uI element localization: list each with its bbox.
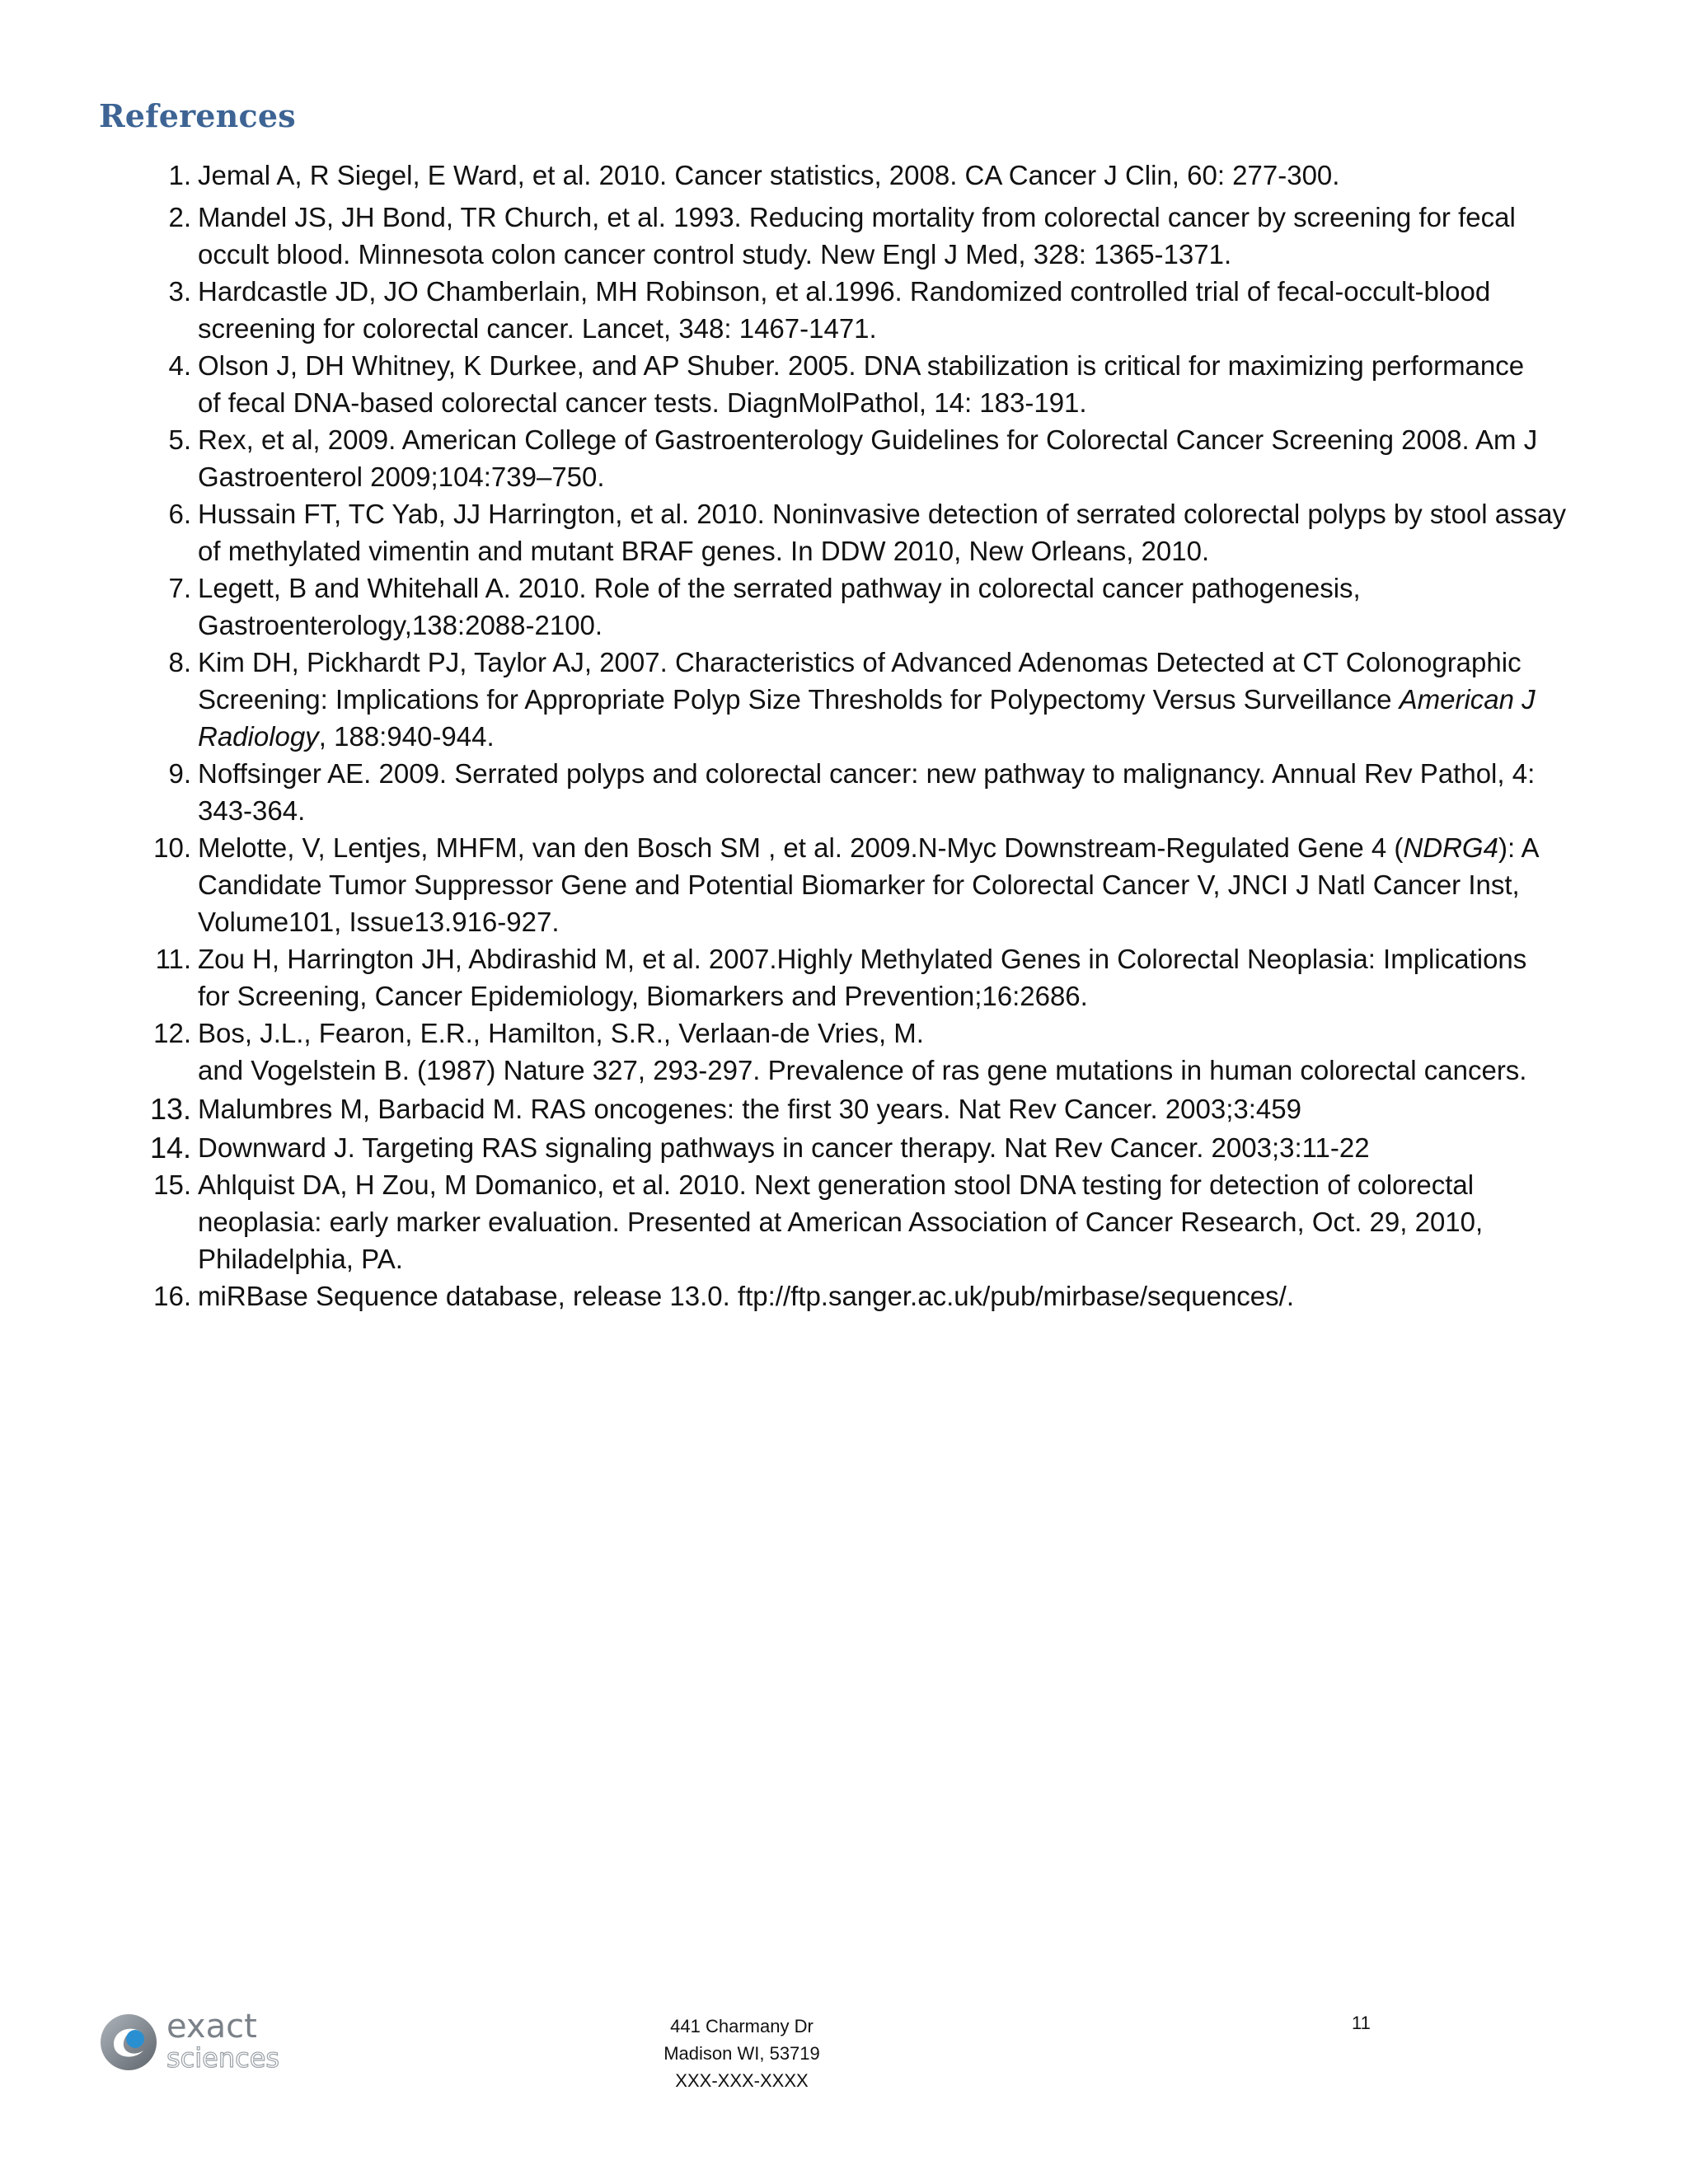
reference-text: Hussain FT, TC Yab, JJ Harrington, et al. 2010. Noninvasive detection of serrated colorectal polyps by stool assay: [198, 499, 1567, 529]
reference-number: 10.: [153, 832, 191, 863]
reference-text: 343-364.: [198, 795, 306, 826]
reference-text: Screening: Implications for Appropriate Polyp Size Thresholds for Polypectomy Versus Surveillance: [198, 684, 1400, 715]
reference-text-line: [198, 718, 1589, 755]
page-number: 11: [1352, 2013, 1371, 2033]
reference-item: [0, 421, 1688, 495]
reference-number: 15.: [153, 1169, 191, 1200]
reference-text: Downward J. Targeting RAS signaling pathways in cancer therapy. Nat Rev Cancer. 2003;3:11-22: [198, 1132, 1370, 1163]
reference-number: 1.: [168, 160, 191, 190]
reference-item: [0, 1129, 1688, 1166]
reference-text: Melotte, V, Lentjes, MHFM, van den Bosch SM , et al. 2009.N-Myc Downstream-Regulated Gene 4 (: [198, 832, 1404, 863]
reference-item: [0, 495, 1688, 569]
reference-item: [0, 199, 1688, 273]
reference-text: Hardcastle JD, JO Chamberlain, MH Robinson, et al.1996. Randomized controlled trial of fecal-occult-blood: [198, 276, 1491, 307]
reference-text: Gastroenterol 2009;104:739–750.: [198, 462, 605, 492]
reference-text: Philadelphia, PA.: [198, 1244, 403, 1274]
reference-list: [0, 157, 1688, 1315]
reference-text: ): A: [1498, 832, 1540, 863]
reference-number: 5.: [168, 424, 191, 455]
reference-text: Noffsinger AE. 2009. Serrated polyps and colorectal cancer: new pathway to malignancy. Annual Rev Pathol, 4:: [198, 758, 1536, 789]
reference-item: [0, 1277, 1688, 1315]
page-footer: [0, 2003, 1688, 2110]
reference-item: [0, 347, 1688, 421]
reference-item: [0, 1090, 1688, 1127]
reference-text-line: [198, 829, 1589, 866]
reference-text: Bos, J.L., Fearon, E.R., Hamilton, S.R., Verlaan-de Vries, M.: [198, 1018, 924, 1048]
reference-number: 13.: [149, 1092, 191, 1126]
reference-text: Mandel JS, JH Bond, TR Church, et al. 1993. Reducing mortality from colorectal cancer by screening for fecal: [198, 202, 1516, 232]
reference-text: Ahlquist DA, H Zou, M Domanico, et al. 2010. Next generation stool DNA testing for detection of colorectal: [198, 1169, 1475, 1200]
reference-number: 7.: [168, 573, 191, 603]
reference-text: occult blood. Minnesota colon cancer control study. New Engl J Med, 328: 1365-1371.: [198, 239, 1232, 269]
reference-text: Olson J, DH Whitney, K Durkee, and AP Shuber. 2005. DNA stabilization is critical for maximizing performance: [198, 350, 1525, 381]
gene-name-italic: NDRG4: [1403, 832, 1498, 863]
reference-number: 4.: [168, 350, 191, 381]
reference-item: [0, 829, 1688, 940]
reference-text: of methylated vimentin and mutant BRAF genes. In DDW 2010, New Orleans, 2010.: [198, 536, 1210, 566]
reference-item: [0, 157, 1688, 194]
references-heading: References: [99, 97, 296, 134]
logo-word-sciences: sciences: [166, 2042, 280, 2074]
reference-text: Legett, B and Whitehall A. 2010. Role of the serrated pathway in colorectal cancer pathogenesis,: [198, 573, 1361, 603]
reference-number: 11.: [155, 944, 191, 974]
reference-item: [0, 940, 1688, 1015]
company-address: [577, 2013, 907, 2094]
reference-text: Volume101, Issue13.916-927.: [198, 907, 560, 937]
reference-text: Candidate Tumor Suppressor Gene and Potential Biomarker for Colorectal Cancer V, JNCI J Natl Cancer Inst,: [198, 869, 1520, 900]
address-city: Madison WI, 53719: [663, 2043, 820, 2064]
reference-text: , 188:940-944.: [318, 721, 495, 752]
reference-number: 9.: [168, 758, 191, 789]
logo-word-exact: exact: [166, 2008, 257, 2046]
reference-item: [0, 755, 1688, 829]
reference-text: and Vogelstein B. (1987) Nature 327, 293-297. Prevalence of ras gene mutations in human colorectal cancers.: [198, 1055, 1527, 1085]
reference-text: Rex, et al, 2009. American College of Gastroenterology Guidelines for Colorectal Cancer Screening 2008. Am J: [198, 424, 1538, 455]
journal-title-italic: Radiology: [198, 721, 319, 752]
exact-sciences-logo: [97, 2008, 336, 2074]
reference-number: 3.: [168, 276, 191, 307]
reference-item: [0, 569, 1688, 644]
reference-item: [0, 1166, 1688, 1277]
reference-text: miRBase Sequence database, release 13.0. ftp://ftp.sanger.ac.uk/pub/mirbase/sequences/.: [198, 1281, 1294, 1311]
reference-text: Malumbres M, Barbacid M. RAS oncogenes: the first 30 years. Nat Rev Cancer. 2003;3:459: [198, 1094, 1301, 1124]
reference-number: 8.: [168, 647, 191, 677]
reference-number: 2.: [168, 202, 191, 232]
address-phone: XXX-XXX-XXXX: [675, 2070, 809, 2091]
reference-text-line: [198, 681, 1589, 718]
reference-item: [0, 1015, 1688, 1089]
reference-number: 6.: [168, 499, 191, 529]
reference-text: of fecal DNA-based colorectal cancer tests. DiagnMolPathol, 14: 183-191.: [198, 387, 1087, 418]
reference-number: 16.: [153, 1281, 191, 1311]
reference-item: [0, 644, 1688, 755]
reference-number: 12.: [153, 1018, 191, 1048]
reference-text: Kim DH, Pickhardt PJ, Taylor AJ, 2007. Characteristics of Advanced Adenomas Detected at CT Colonographic: [198, 647, 1522, 677]
reference-text: Gastroenterology,138:2088-2100.: [198, 610, 603, 640]
journal-title-italic: American J: [1399, 684, 1536, 715]
reference-text: neoplasia: early marker evaluation. Presented at American Association of Cancer Research, Oct. 29, 2010,: [198, 1207, 1484, 1237]
reference-item: [0, 273, 1688, 347]
reference-text: Zou H, Harrington JH, Abdirashid M, et al. 2007.Highly Methylated Genes in Colorectal Neoplasia: Implications: [198, 944, 1527, 974]
reference-number: 14.: [149, 1131, 191, 1165]
reference-text: for Screening, Cancer Epidemiology, Biomarkers and Prevention;16:2686.: [198, 981, 1088, 1011]
address-street: 441 Charmany Dr: [670, 2016, 814, 2036]
reference-text: Jemal A, R Siegel, E Ward, et al. 2010. Cancer statistics, 2008. CA Cancer J Clin, 60: 277-300.: [198, 160, 1340, 190]
reference-text: screening for colorectal cancer. Lancet, 348: 1467-1471.: [198, 313, 877, 344]
